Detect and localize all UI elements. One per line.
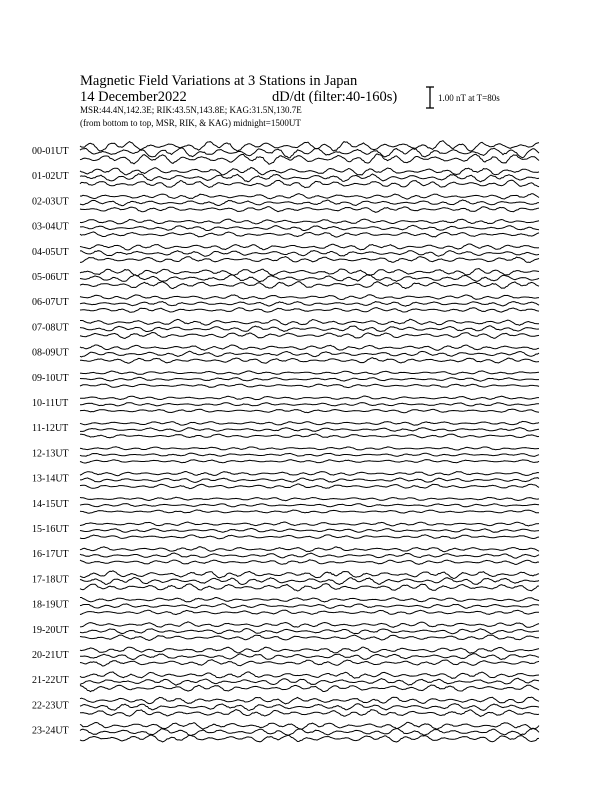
row-label: 01-02UT [32, 171, 69, 183]
trace-msr [80, 257, 539, 263]
row-label: 20-21UT [32, 650, 69, 661]
trace-msr [80, 308, 539, 313]
trace-msr [80, 358, 539, 364]
trace-msr [80, 460, 539, 463]
trace-kag [80, 672, 539, 679]
trace-rik [80, 678, 539, 685]
trace-rik [80, 578, 539, 585]
station-coordinates: MSR:44.4N,142.3E; RIK:43.5N,143.8E; KAG:31.5N,130.7E [80, 105, 302, 115]
trace-msr [80, 484, 539, 489]
trace-rik [80, 200, 539, 206]
trace-rik [80, 302, 539, 307]
trace-kag [80, 447, 539, 450]
trace-rik [80, 148, 539, 158]
chart-header [80, 73, 397, 128]
row-label: 11-12UT [32, 423, 69, 435]
trace-kag [80, 141, 539, 152]
trace-kag [80, 219, 539, 224]
trace-rik [80, 403, 539, 406]
row-label: 19-20UT [32, 624, 69, 636]
row-label: 06-07UT [32, 297, 69, 309]
row-label: 17-18UT [32, 574, 69, 586]
row-label: 12-13UT [32, 448, 69, 460]
trace-kag [80, 472, 539, 476]
row-label: 03-04UT [32, 221, 69, 233]
row-label: 05-06UT [32, 272, 69, 283]
trace-kag [80, 522, 539, 526]
scale-bar [426, 87, 500, 108]
trace-msr [80, 333, 539, 339]
trace-kag [80, 168, 539, 176]
trace-msr [80, 560, 539, 565]
trace-rik [80, 453, 539, 456]
row-labels [32, 146, 69, 737]
trace-kag [80, 319, 539, 325]
trace-kag [80, 547, 539, 552]
trace-msr [80, 584, 539, 591]
trace-msr [80, 207, 539, 213]
row-label: 02-03UT [32, 196, 69, 208]
trace-kag [80, 295, 539, 300]
trace-kag [80, 598, 539, 603]
chart-quantity: dD/dt (filter:40-160s) [272, 89, 398, 105]
row-label: 09-10UT [32, 372, 69, 384]
trace-msr [80, 434, 539, 438]
trace-kag [80, 622, 539, 628]
trace-msr [80, 635, 539, 641]
trace-msr [80, 409, 539, 413]
trace-rik [80, 326, 539, 332]
row-label: 21-22UT [32, 675, 69, 687]
trace-rik [80, 225, 539, 230]
row-label: 00-01UT [32, 146, 69, 157]
trace-kag [80, 244, 539, 250]
trace-msr [80, 660, 539, 666]
trace-kag [80, 396, 539, 400]
trace-kag [80, 722, 539, 729]
trace-msr [80, 685, 539, 692]
trace-kag [80, 497, 539, 501]
trace-rik [80, 428, 539, 432]
chart-title: Magnetic Field Variations at 3 Stations in Japan [80, 73, 358, 89]
trace-rik [80, 478, 539, 483]
trace-msr [80, 735, 539, 742]
row-label: 07-08UT [32, 322, 69, 334]
trace-msr [80, 535, 539, 539]
trace-rik [80, 504, 539, 507]
trace-rik [80, 351, 539, 357]
trace-rik [80, 275, 539, 282]
trace-rik [80, 174, 539, 182]
trace-kag [80, 697, 539, 704]
trace-rik [80, 728, 539, 736]
chart-date: 14 December2022 [80, 89, 187, 105]
row-label: 14-15UT [32, 498, 69, 510]
trace-rik [80, 251, 539, 257]
trace-kag [80, 421, 539, 425]
row-label: 16-17UT [32, 549, 69, 561]
row-label: 13-14UT [32, 473, 69, 485]
trace-msr [80, 180, 539, 188]
row-label: 15-16UT [32, 524, 69, 535]
trace-kag [80, 647, 539, 653]
station-order-note: (from bottom to top, MSR, RIK, & KAG) midnight=1500UT [80, 118, 301, 128]
trace-msr [80, 710, 539, 717]
row-label: 10-11UT [32, 398, 69, 409]
trace-rik [80, 629, 539, 634]
trace-msr [80, 510, 539, 513]
trace-msr [80, 610, 539, 615]
trace-kag [80, 269, 539, 276]
scale-bar-label: 1.00 nT at T=80s [438, 93, 500, 103]
trace-msr [80, 384, 539, 388]
trace-msr [80, 232, 539, 237]
row-label: 08-09UT [32, 347, 69, 359]
trace-rik [80, 553, 539, 558]
trace-kag [80, 571, 539, 579]
trace-rik [80, 654, 539, 660]
row-label: 04-05UT [32, 246, 69, 258]
trace-rik [80, 528, 539, 532]
row-label: 23-24UT [32, 725, 69, 737]
trace-kag [80, 371, 539, 374]
row-label: 18-19UT [32, 599, 69, 611]
trace-msr [80, 282, 539, 289]
trace-rik [80, 377, 539, 381]
trace-rik [80, 604, 539, 609]
trace-kag [80, 194, 539, 200]
trace-kag [80, 345, 539, 350]
traces [80, 141, 539, 742]
row-label: 22-23UT [32, 700, 69, 712]
